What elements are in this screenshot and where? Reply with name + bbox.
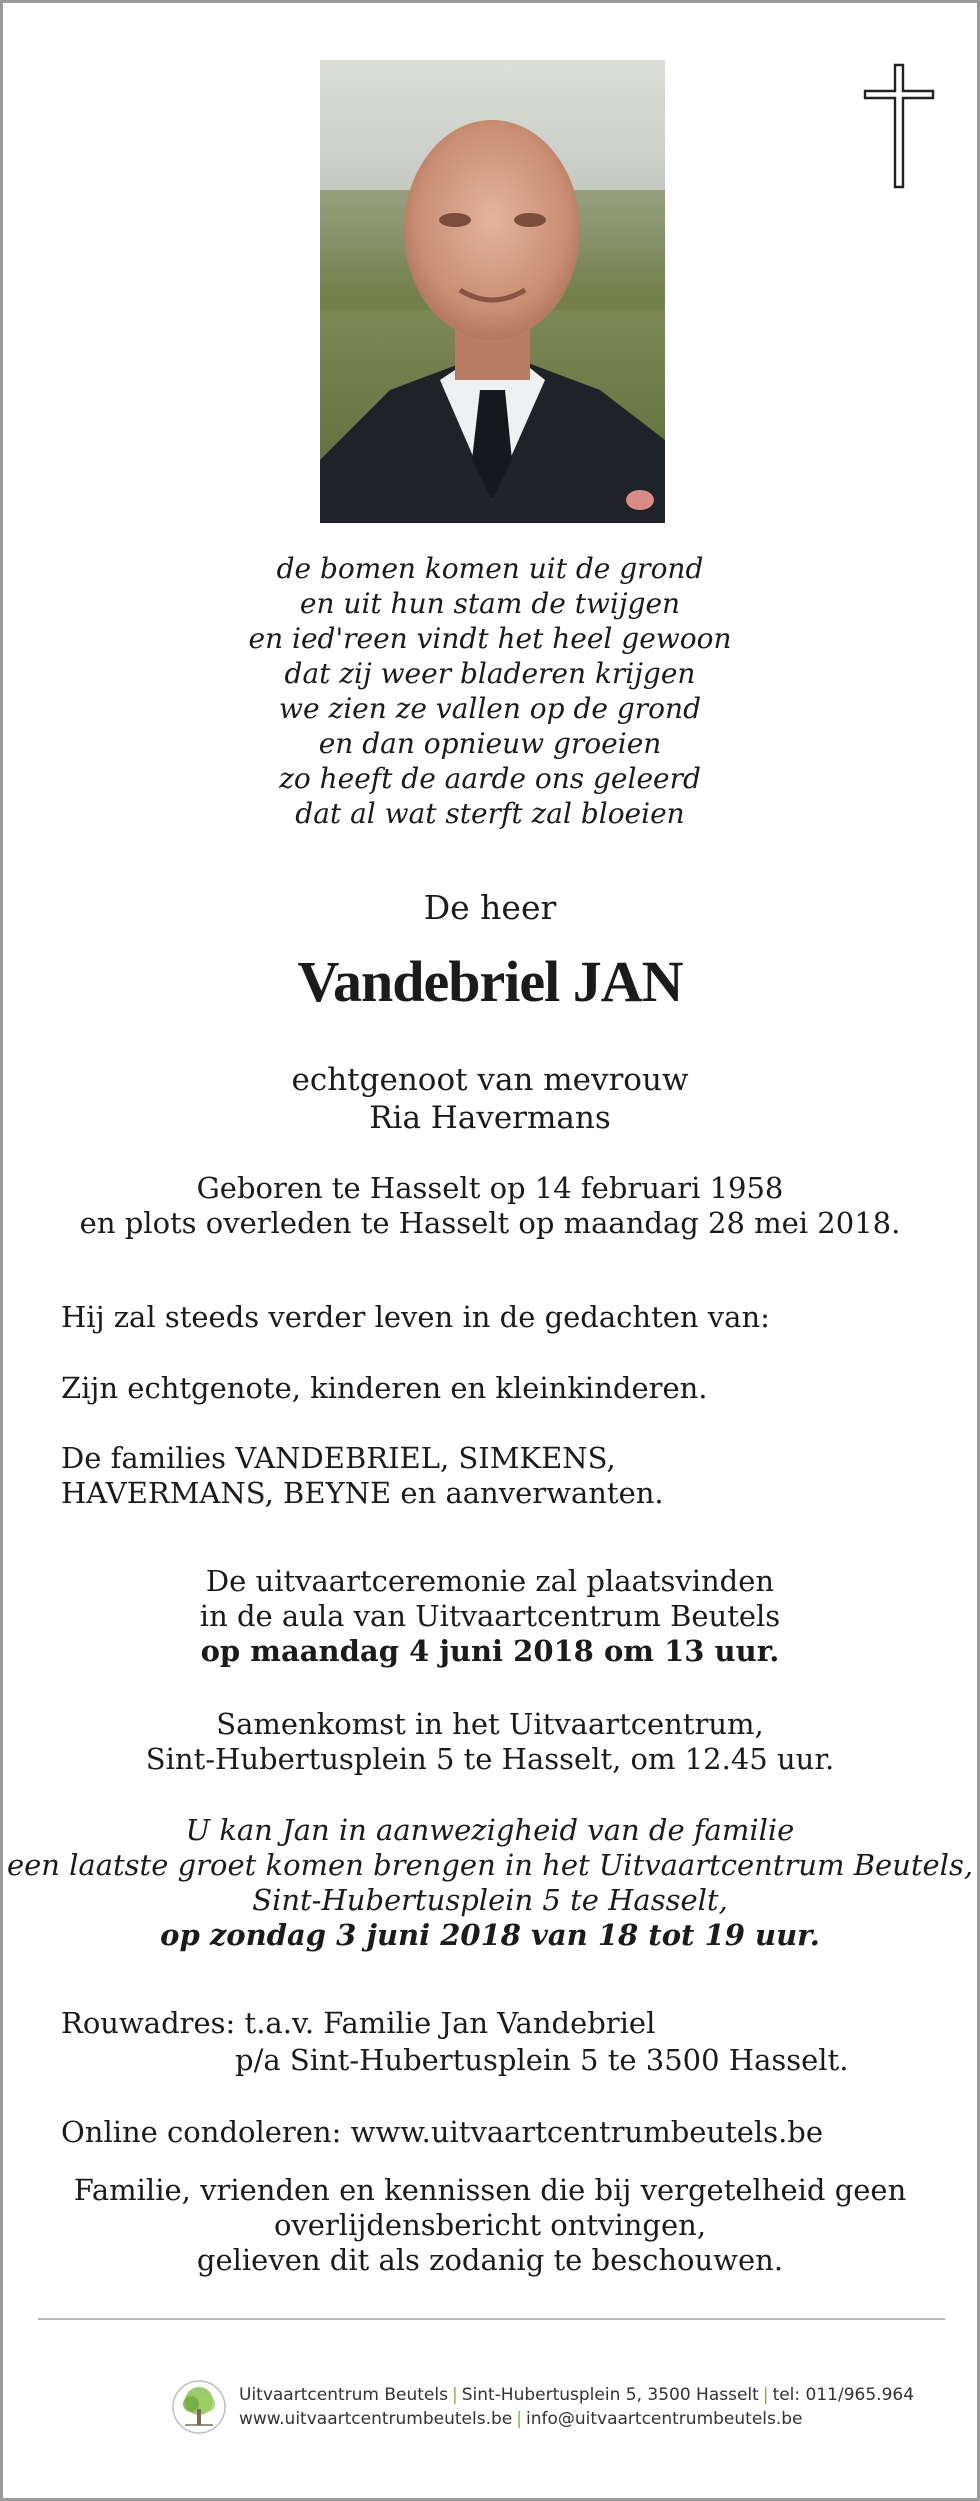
portrait-photo — [320, 60, 665, 523]
footer — [171, 2378, 914, 2436]
footer-separator: | — [516, 2409, 522, 2429]
family-line-3: HAVERMANS, BEYNE en aanverwanten. — [61, 1476, 664, 1510]
ceremony-line: in de aula van Uitvaartcentrum Beutels — [199, 1599, 781, 1633]
birth-line: Geboren te Hasselt op 14 februari 1958 — [196, 1171, 784, 1205]
visit-line: U kan Jan in aanwezigheid van de familie — [185, 1813, 795, 1847]
footer-website-link[interactable]: www.uitvaartcentrumbeutels.be — [239, 2409, 513, 2429]
death-line: en plots overleden te Hasselt op maandag 28 mei 2018. — [79, 1206, 901, 1240]
footer-text — [239, 2383, 914, 2431]
visit-line: Sint-Hubertusplein 5 te Hasselt, — [252, 1883, 728, 1917]
notice-line: overlijdensbericht ontvingen, — [273, 2208, 707, 2242]
notice-line: gelieven dit als zodanig te beschouwen. — [196, 2243, 784, 2277]
honorific: De heer — [423, 888, 557, 927]
meeting-block — [3, 1707, 977, 1777]
family-line-2: De families VANDEBRIEL, SIMKENS, — [61, 1441, 616, 1475]
deceased-name: Vandebriel JAN — [297, 949, 683, 1014]
mourning-address-line-2: p/a Sint-Hubertusplein 5 te 3500 Hasselt. — [235, 2043, 849, 2077]
footer-divider — [38, 2318, 945, 2320]
visit-date: op zondag 3 juni 2018 van 18 tot 19 uur. — [160, 1918, 820, 1952]
ceremony-block — [3, 1564, 977, 1669]
spouse-name: Ria Havermans — [369, 1100, 611, 1136]
spouse-line: echtgenoot van mevrouw — [291, 1062, 689, 1098]
poem-line: we zien ze vallen op de grond — [279, 692, 701, 725]
poem-line: en ied'reen vindt het heel gewoon — [248, 622, 732, 655]
footer-phone: tel: 011/965.964 — [772, 2385, 915, 2405]
ceremony-line: De uitvaartceremonie zal plaatsvinden — [205, 1564, 775, 1598]
notice-line: Familie, vrienden en kennissen die bij vergetelheid geen — [73, 2173, 907, 2207]
notice-block — [3, 2173, 977, 2278]
mourning-address: Rouwadres: t.a.v. Familie Jan Vandebriel — [61, 2006, 656, 2040]
visit-block — [3, 1813, 977, 1953]
poem-line: de bomen komen uit de grond — [276, 552, 704, 585]
poem — [3, 551, 977, 831]
poem-line: zo heeft de aarde ons geleerd — [279, 762, 701, 795]
memory-intro: Hij zal steeds verder leven in de gedachten van: — [61, 1300, 770, 1334]
cross-icon — [863, 63, 935, 189]
poem-line: dat al wat sterft zal bloeien — [295, 797, 685, 830]
footer-separator: | — [762, 2385, 769, 2405]
birth-death-block — [3, 1171, 977, 1241]
footer-company: Uitvaartcentrum Beutels — [239, 2385, 448, 2405]
footer-separator: | — [451, 2385, 458, 2405]
ceremony-date: op maandag 4 juni 2018 om 13 uur. — [200, 1634, 780, 1668]
portrait-image — [320, 60, 665, 523]
spouse-block — [3, 1061, 977, 1137]
meeting-line: Sint-Hubertusplein 5 te Hasselt, om 12.45 uur. — [145, 1742, 835, 1776]
poem-line: en dan opnieuw groeien — [318, 727, 662, 760]
family-line-1: Zijn echtgenote, kinderen en kleinkinderen. — [61, 1371, 708, 1405]
poem-line: en uit hun stam de twijgen — [299, 587, 681, 620]
tree-logo-icon — [171, 2379, 227, 2435]
footer-email-link[interactable]: info@uitvaartcentrumbeutels.be — [525, 2409, 803, 2429]
meeting-line: Samenkomst in het Uitvaartcentrum, — [216, 1707, 764, 1741]
visit-line: een laatste groet komen brengen in het Uitvaartcentrum Beutels, — [6, 1848, 974, 1882]
poem-line: dat zij weer bladeren krijgen — [284, 657, 696, 690]
footer-address: Sint-Hubertusplein 5, 3500 Hasselt — [461, 2385, 759, 2405]
online-condolence: Online condoleren: www.uitvaartcentrumbeutels.be — [61, 2115, 824, 2149]
